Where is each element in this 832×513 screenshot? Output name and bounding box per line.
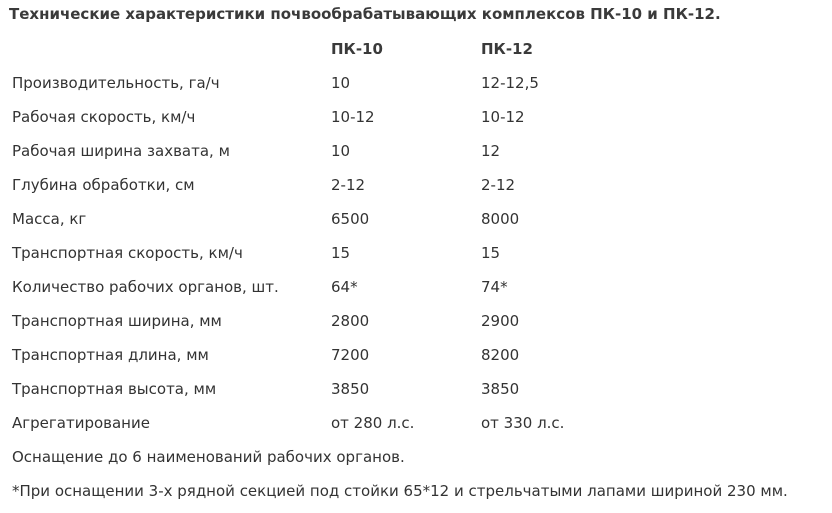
pk10-value: 2800	[331, 312, 370, 330]
spec-table	[0, 66, 832, 440]
pk10-value: 64*	[331, 278, 358, 296]
row-label: Транспортная скорость, км/ч	[12, 244, 243, 262]
table-row	[0, 236, 832, 270]
row-label: Агрегатирование	[12, 414, 150, 432]
pk10-value: 15	[331, 244, 351, 262]
pk10-value: 6500	[331, 210, 370, 228]
pk12-value: 74*	[481, 278, 508, 296]
table-row	[0, 304, 832, 338]
pk12-value: от 330 л.с.	[481, 414, 565, 432]
table-row	[0, 338, 832, 372]
table-row	[0, 372, 832, 406]
pk10-value: 7200	[331, 346, 370, 364]
pk12-value: 12-12,5	[481, 74, 539, 92]
pk12-value: 10-12	[481, 108, 525, 126]
row-label: Транспортная высота, мм	[12, 380, 217, 398]
pk12-value: 2900	[481, 312, 520, 330]
table-row	[0, 100, 832, 134]
row-label: Транспортная ширина, мм	[12, 312, 222, 330]
pk10-value: 10-12	[331, 108, 375, 126]
pk12-value: 3850	[481, 380, 520, 398]
column-header-pk10: ПК-10	[331, 40, 383, 58]
footnote: *При оснащении 3-х рядной секцией под стойки 65*12 и стрельчатыми лапами шириной 230 мм.	[12, 482, 788, 500]
pk10-value: 10	[331, 142, 351, 160]
row-label: Рабочая скорость, км/ч	[12, 108, 196, 126]
row-label: Глубина обработки, см	[12, 176, 195, 194]
row-label: Количество рабочих органов, шт.	[12, 278, 279, 296]
pk10-value: 2-12	[331, 176, 366, 194]
row-label: Рабочая ширина захвата, м	[12, 142, 230, 160]
table-row	[0, 134, 832, 168]
pk12-value: 8000	[481, 210, 520, 228]
pk10-value: 10	[331, 74, 351, 92]
column-header-pk12: ПК-12	[481, 40, 533, 58]
pk12-value: 12	[481, 142, 501, 160]
equipment-note: Оснащение до 6 наименований рабочих органов.	[12, 448, 405, 466]
page-title: Технические характеристики почвообрабатывающих комплексов ПК-10 и ПК-12.	[9, 5, 721, 23]
table-row	[0, 168, 832, 202]
pk12-value: 8200	[481, 346, 520, 364]
row-label: Производительность, га/ч	[12, 74, 220, 92]
pk12-value: 15	[481, 244, 501, 262]
pk10-value: от 280 л.с.	[331, 414, 415, 432]
table-row	[0, 270, 832, 304]
pk12-value: 2-12	[481, 176, 516, 194]
pk10-value: 3850	[331, 380, 370, 398]
table-row	[0, 202, 832, 236]
row-label: Транспортная длина, мм	[12, 346, 209, 364]
table-row	[0, 406, 832, 440]
table-row	[0, 66, 832, 100]
row-label: Масса, кг	[12, 210, 87, 228]
